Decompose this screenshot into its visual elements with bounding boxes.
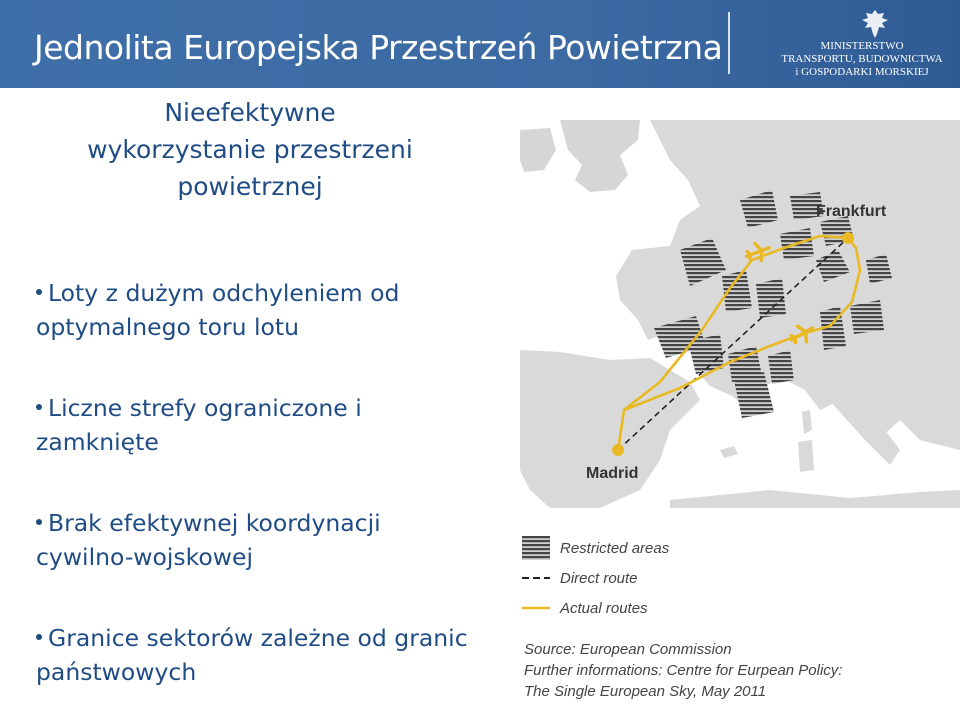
bullet-line-2: optymalnego toru lotu <box>36 313 299 341</box>
eagle-emblem-icon <box>860 8 890 40</box>
land-sardinia <box>798 440 814 472</box>
bullet-line-1: Liczne strefy ograniczone i <box>48 394 362 422</box>
frankfurt-label: Frankfurt <box>816 203 887 220</box>
bullet-item <box>36 391 466 459</box>
source-line-3: The Single European Sky, May 2011 <box>524 683 767 700</box>
bullet-line-2: państwowych <box>36 658 197 686</box>
bullet-line-1: Loty z dużym odchyleniem od <box>48 279 400 307</box>
ministry-line-1: MINISTERSTWO <box>820 40 904 52</box>
heading-line-2: wykorzystanie przestrzeni <box>87 135 413 164</box>
madrid-marker <box>612 444 624 456</box>
source-line-2: Further informations: Centre for Eurpean Policy: <box>524 662 843 679</box>
section-heading <box>20 94 480 205</box>
europe-airspace-map <box>520 120 960 508</box>
slide-title: Jednolita Europejska Przestrzeń Powietrzna <box>34 28 723 67</box>
source-line-1: Source: European Commission <box>524 641 732 658</box>
bullet-item <box>36 506 476 574</box>
heading-line-1: Nieefektywne <box>164 98 336 127</box>
ministry-logo-text <box>772 40 952 79</box>
restricted-area <box>756 278 786 318</box>
frankfurt-marker <box>842 232 854 244</box>
restricted-area <box>850 300 884 334</box>
ministry-line-2: TRANSPORTU, BUDOWNICTWA <box>781 53 943 65</box>
bullet-dot-icon <box>36 634 42 640</box>
ministry-line-3: i GOSPODARKI MORSKIEJ <box>795 66 929 78</box>
legend-actual-label: Actual routes <box>560 600 648 617</box>
bullet-item <box>36 276 466 344</box>
restricted-legend-swatch-icon <box>522 536 550 560</box>
bullet-item <box>36 621 516 689</box>
bullet-line-2: cywilno-wojskowej <box>36 543 254 571</box>
bullet-dot-icon <box>36 404 42 410</box>
actual-route-legend-icon <box>522 606 550 610</box>
source-note <box>524 639 842 702</box>
bullet-line-1: Granice sektorów zależne od granic <box>48 624 468 652</box>
bullet-line-2: zamknięte <box>36 428 159 456</box>
legend-restricted-label: Restricted areas <box>560 540 670 557</box>
direct-route-legend-icon <box>522 576 550 580</box>
header-divider <box>728 12 730 74</box>
legend-direct-label: Direct route <box>560 570 638 587</box>
bullet-line-1: Brak efektywnej koordynacji <box>48 509 381 537</box>
madrid-label: Madrid <box>586 465 639 482</box>
bullet-dot-icon <box>36 289 42 295</box>
heading-line-3: powietrznej <box>177 172 323 201</box>
map-legend <box>520 530 960 620</box>
bullet-dot-icon <box>36 519 42 525</box>
header-bar <box>0 0 960 88</box>
restricted-area <box>768 350 794 384</box>
